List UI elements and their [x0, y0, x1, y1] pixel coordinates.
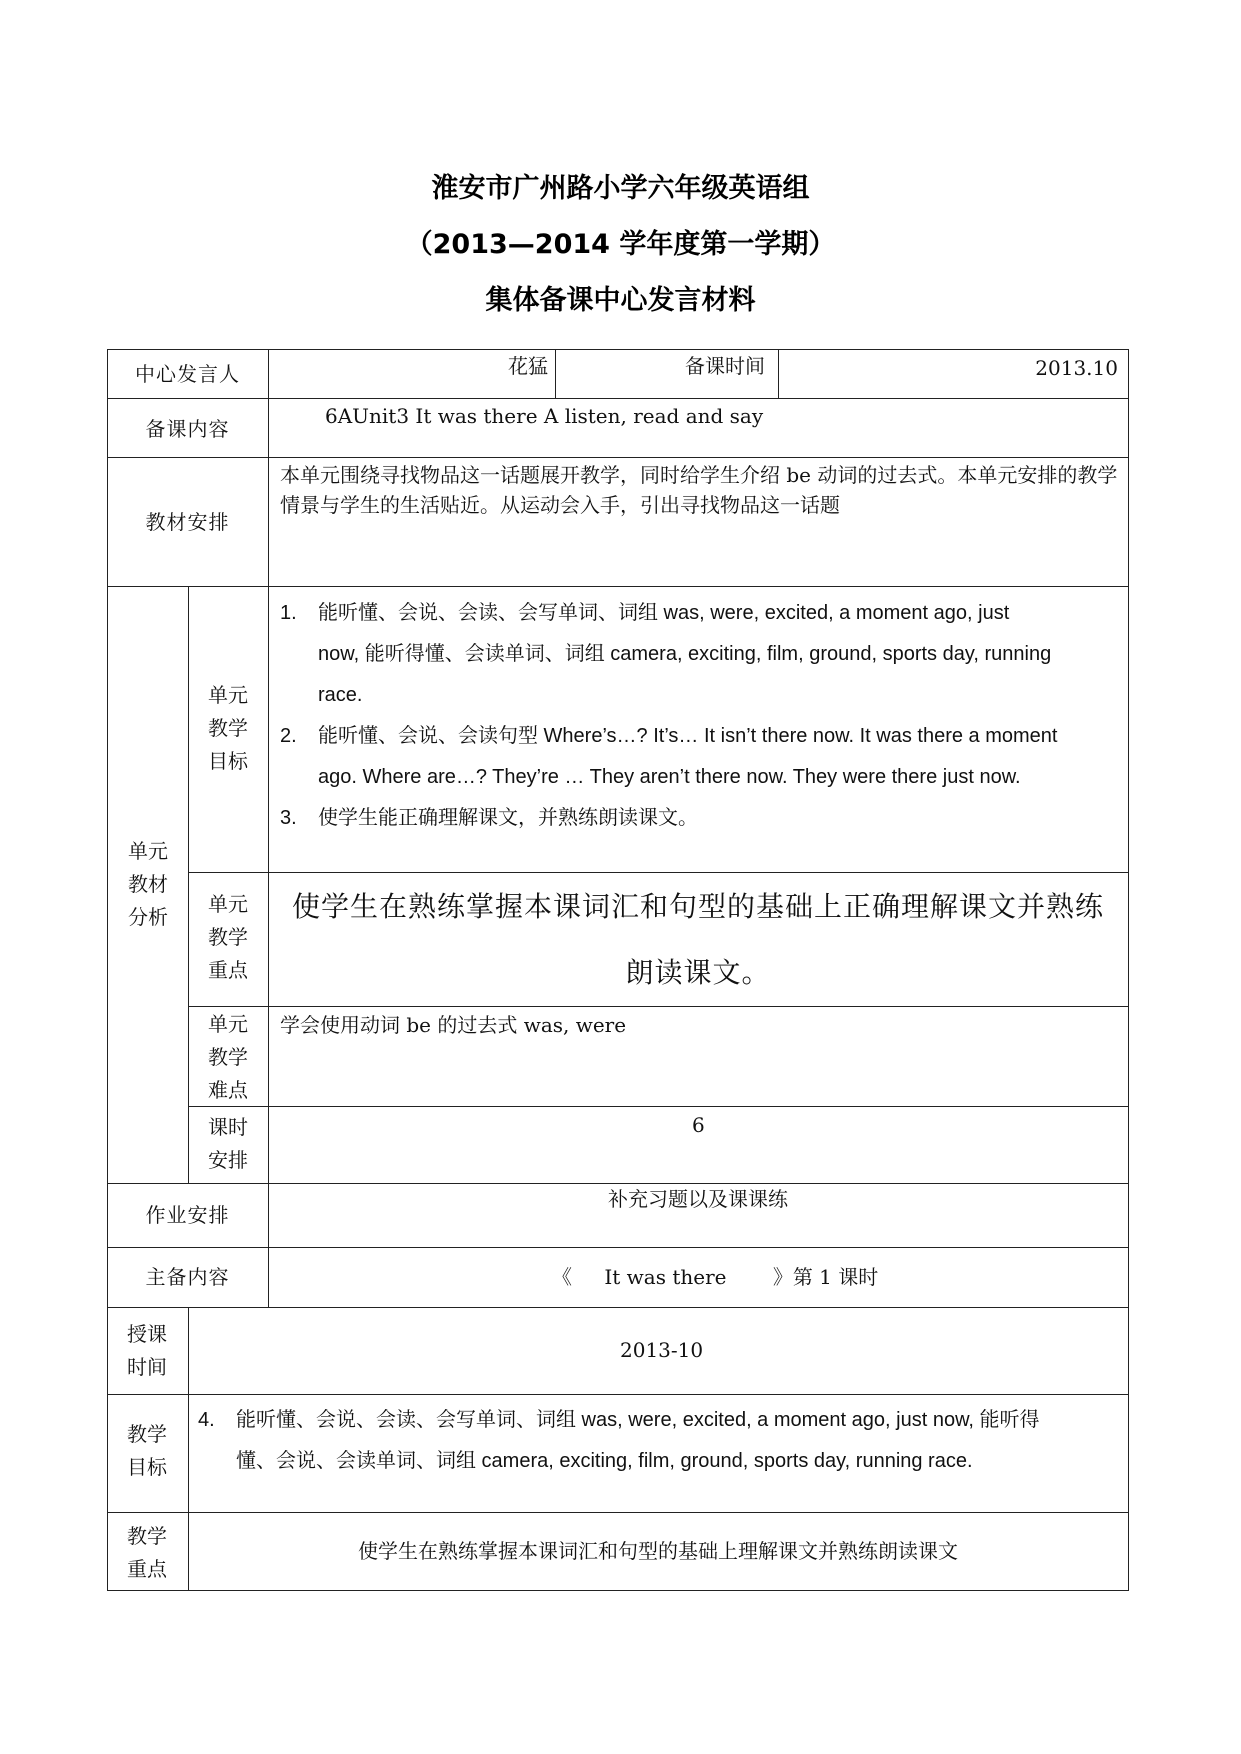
- objective-item: [280, 593, 1126, 716]
- label-line: 重点: [208, 958, 248, 982]
- label-line: 难点: [208, 1078, 248, 1102]
- table-rule: [188, 1307, 189, 1591]
- objective-line: 能听懂、会说、会读、会写单词、词组 was, were, excited, a moment ago, just: [318, 602, 1010, 624]
- table-rule: [107, 1247, 1128, 1248]
- teach-key-label: [127, 1520, 167, 1586]
- table-rule: [268, 349, 269, 1308]
- table-rule: [107, 1590, 1128, 1591]
- label-line: 教材: [128, 872, 168, 896]
- objective-line: 使学生能正确理解课文，并熟练朗读课文。: [318, 807, 698, 829]
- label-line: 分析: [128, 905, 168, 929]
- homework-label: 作业安排: [145, 1203, 230, 1227]
- prep-time-label: 备课时间: [685, 354, 765, 378]
- key-points-line: 朗读课文。: [625, 956, 771, 989]
- label-line: 教学: [208, 1045, 248, 1069]
- unit-analysis-label: [128, 835, 168, 934]
- table-rule: [188, 872, 1128, 873]
- teach-goal-line: 能听懂、会说、会读、会写单词、词组 was, were, excited, a moment ago, just now, 能听得: [236, 1409, 1040, 1431]
- label-line: 单元: [208, 683, 248, 707]
- label-line: 课时: [208, 1115, 248, 1139]
- teach-time-label: [127, 1318, 167, 1384]
- homework-value: 补充习题以及课课练: [608, 1187, 788, 1211]
- label-line: 目标: [127, 1455, 167, 1479]
- table-rule: [188, 586, 189, 1183]
- content-label: 备课内容: [145, 417, 230, 441]
- label-line: 单元: [208, 892, 248, 916]
- school-year-subtitle: （2013—2014 学年度第一学期）: [405, 229, 836, 260]
- table-rule: [107, 349, 1128, 350]
- objective-line: now, 能听得懂、会读单词、词组 camera, exciting, film, ground, sports day, running: [318, 643, 1052, 665]
- difficulties-label: [208, 1008, 248, 1107]
- key-points-label: [208, 888, 248, 987]
- key-points-value: [270, 874, 1126, 1006]
- label-line: 教学: [127, 1524, 167, 1548]
- prep-time-value: 2013.10: [1035, 356, 1118, 380]
- objective-line: 能听懂、会说、会读句型 Where’s…? It’s… It isn’t there now. It was there a moment: [318, 725, 1058, 747]
- label-line: 教学: [208, 716, 248, 740]
- teach-goal-line: 懂、会说、会读单词、词组 camera, exciting, film, ground, sports day, running race.: [236, 1450, 973, 1472]
- table-rule: [107, 398, 1128, 399]
- content-value: 6AUnit3 It was there A listen, read and say: [325, 404, 764, 428]
- speaker-label: 中心发言人: [135, 362, 240, 386]
- hours-label: [208, 1111, 248, 1177]
- objective-number: 3.: [280, 807, 297, 829]
- teach-key-value: 使学生在熟练掌握本课词汇和句型的基础上理解课文并熟练朗读课文: [358, 1539, 958, 1563]
- label-line: 时间: [127, 1355, 167, 1379]
- main-content-value: [552, 1263, 952, 1291]
- table-rule: [188, 1006, 1128, 1007]
- table-rule: [107, 457, 1128, 458]
- label-line: 单元: [208, 1012, 248, 1036]
- objective-line: race.: [318, 684, 363, 706]
- table-rule: [1128, 349, 1129, 1591]
- lesson-title: It was there: [604, 1265, 727, 1289]
- document-subtitle: 集体备课中心发言材料: [485, 285, 756, 316]
- teach-goal-number: 4.: [198, 1409, 215, 1431]
- table-rule: [107, 1183, 1128, 1184]
- table-rule: [107, 1512, 1128, 1513]
- book-title-close: 》第 1 课时: [772, 1265, 879, 1289]
- speaker-value: 花猛: [508, 354, 548, 378]
- teach-time-value: 2013-10: [620, 1338, 704, 1362]
- arrangement-value: 本单元围绕寻找物品这一话题展开教学，同时给学生介绍 be 动词的过去式。本单元安排的教学情景与学生的生活贴近。从运动会入手，引出寻找物品这一话题: [280, 463, 1118, 517]
- main-content-label: 主备内容: [145, 1265, 230, 1289]
- teach-goal-label: [127, 1418, 167, 1484]
- book-title-open: 《: [552, 1265, 572, 1289]
- teach-goal-value: [198, 1400, 1128, 1482]
- objective-line: ago. Where are…? They’re … They aren’t there now. They were there just now.: [318, 766, 1021, 788]
- objective-item: [280, 798, 1126, 839]
- objective-number: 2.: [280, 725, 297, 747]
- table-rule: [107, 1394, 1128, 1395]
- label-line: 单元: [128, 839, 168, 863]
- arrangement-label: 教材安排: [145, 510, 230, 534]
- label-line: 重点: [127, 1557, 167, 1581]
- objective-number: 1.: [280, 602, 297, 624]
- objective-item: [280, 716, 1126, 798]
- label-line: 授课: [127, 1322, 167, 1346]
- table-rule: [107, 586, 1128, 587]
- hours-value: 6: [692, 1113, 705, 1137]
- objectives-label: [208, 679, 248, 778]
- objectives-list: [280, 593, 1126, 839]
- label-line: 教学: [127, 1422, 167, 1446]
- label-line: 教学: [208, 925, 248, 949]
- table-rule: [188, 1106, 1128, 1107]
- document-title: 淮安市广州路小学六年级英语组: [431, 173, 810, 204]
- difficulties-value: 学会使用动词 be 的过去式 was, were: [280, 1013, 627, 1037]
- table-rule: [107, 1307, 1128, 1308]
- label-line: 目标: [208, 749, 248, 773]
- key-points-line: 使学生在熟练掌握本课词汇和句型的基础上正确理解课文并熟练: [291, 890, 1104, 923]
- label-line: 安排: [208, 1148, 248, 1172]
